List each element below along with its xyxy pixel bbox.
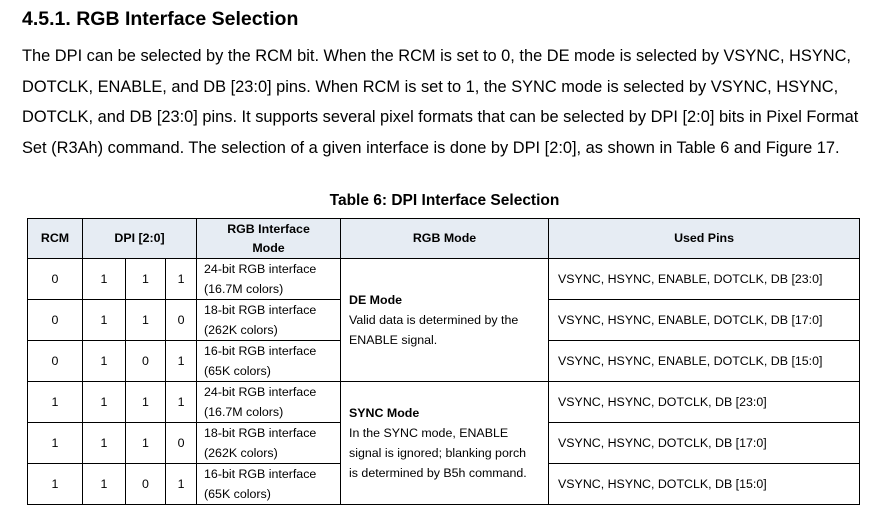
cell-used-pins: VSYNC, HSYNC, DOTCLK, DB [23:0] — [549, 382, 860, 423]
sync-mode-title: SYNC Mode — [349, 406, 420, 420]
cell-dpi2: 1 — [83, 464, 126, 505]
cell-dpi1: 0 — [126, 341, 166, 382]
table-header-row — [28, 219, 860, 259]
cell-dpi2: 1 — [83, 423, 126, 464]
cell-interface — [197, 341, 341, 382]
interface-colors: (16.7M colors) — [204, 282, 284, 296]
header-rgb-mode: RGB Mode — [341, 219, 549, 259]
cell-used-pins: VSYNC, HSYNC, ENABLE, DOTCLK, DB [23:0] — [549, 259, 860, 300]
interface-type: 24-bit RGB interface — [204, 385, 317, 399]
cell-interface — [197, 382, 341, 423]
sync-mode-desc: In the SYNC mode, ENABLE — [349, 426, 509, 440]
cell-dpi1: 0 — [126, 464, 166, 505]
paragraph-line: DOTCLK, and DB [23:0] pins. It supports several pixel formats that can be selected by DPI [2:0] bits in Pixel Format — [22, 108, 859, 126]
cell-dpi1: 1 — [126, 382, 166, 423]
cell-used-pins: VSYNC, HSYNC, DOTCLK, DB [17:0] — [549, 423, 860, 464]
cell-dpi0: 1 — [166, 464, 197, 505]
cell-dpi2: 1 — [83, 259, 126, 300]
sync-mode-desc: signal is ignored; blanking porch — [349, 446, 527, 460]
cell-de-mode — [341, 259, 549, 382]
de-mode-desc: Valid data is determined by the — [349, 313, 519, 327]
interface-colors: (262K colors) — [204, 323, 278, 337]
header-dpi: DPI [2:0] — [83, 219, 197, 259]
de-mode-desc: ENABLE signal. — [349, 333, 438, 347]
de-mode-title: DE Mode — [349, 293, 403, 307]
cell-dpi0: 1 — [166, 382, 197, 423]
cell-interface — [197, 300, 341, 341]
dpi-interface-table — [27, 218, 860, 505]
paragraph-line: The DPI can be selected by the RCM bit. When the RCM is set to 0, the DE mode is selected by VSYNC, HSYNC, — [22, 47, 851, 65]
header-rgb-interface-mode-line2: Mode — [252, 240, 285, 255]
cell-rcm: 0 — [28, 300, 83, 341]
interface-type: 16-bit RGB interface — [204, 467, 317, 481]
interface-type: 18-bit RGB interface — [204, 426, 317, 440]
cell-dpi1: 1 — [126, 423, 166, 464]
cell-dpi1: 1 — [126, 300, 166, 341]
cell-rcm: 1 — [28, 382, 83, 423]
cell-rcm: 1 — [28, 464, 83, 505]
cell-dpi2: 1 — [83, 300, 126, 341]
cell-dpi0: 0 — [166, 423, 197, 464]
interface-type: 18-bit RGB interface — [204, 303, 317, 317]
header-used-pins: Used Pins — [549, 219, 860, 259]
cell-dpi0: 0 — [166, 300, 197, 341]
cell-rcm: 1 — [28, 423, 83, 464]
section-paragraph — [22, 41, 872, 163]
cell-dpi0: 1 — [166, 259, 197, 300]
header-rcm: RCM — [28, 219, 83, 259]
cell-interface — [197, 464, 341, 505]
header-rgb-interface-mode-line1: RGB Interface — [227, 221, 310, 236]
cell-dpi2: 1 — [83, 382, 126, 423]
paragraph-line: Set (R3Ah) command. The selection of a given interface is done by DPI [2:0], as shown in Table 6 and Figure 17. — [22, 138, 840, 157]
table-title: Table 6: DPI Interface Selection — [329, 192, 560, 209]
cell-interface — [197, 259, 341, 300]
interface-colors: (262K colors) — [204, 446, 278, 460]
cell-used-pins: VSYNC, HSYNC, ENABLE, DOTCLK, DB [17:0] — [549, 300, 860, 341]
cell-sync-mode — [341, 382, 549, 505]
cell-rcm: 0 — [28, 341, 83, 382]
interface-colors: (65K colors) — [204, 364, 271, 378]
cell-used-pins: VSYNC, HSYNC, ENABLE, DOTCLK, DB [15:0] — [549, 341, 860, 382]
table-row — [28, 259, 860, 300]
cell-rcm: 0 — [28, 259, 83, 300]
cell-dpi1: 1 — [126, 259, 166, 300]
paragraph-line: DOTCLK, ENABLE, and DB [23:0] pins. When RCM is set to 1, the SYNC mode is selected by VSYNC, HSYNC, — [22, 77, 839, 96]
interface-type: 24-bit RGB interface — [204, 262, 317, 276]
header-rgb-interface-mode — [197, 219, 341, 259]
cell-dpi0: 1 — [166, 341, 197, 382]
table-row — [28, 382, 860, 423]
interface-colors: (65K colors) — [204, 487, 271, 501]
cell-interface — [197, 423, 341, 464]
cell-used-pins: VSYNC, HSYNC, DOTCLK, DB [15:0] — [549, 464, 860, 505]
section-heading: 4.5.1. RGB Interface Selection — [22, 8, 299, 30]
interface-type: 16-bit RGB interface — [204, 344, 317, 358]
interface-colors: (16.7M colors) — [204, 405, 284, 419]
cell-dpi2: 1 — [83, 341, 126, 382]
sync-mode-desc: is determined by B5h command. — [349, 466, 527, 480]
